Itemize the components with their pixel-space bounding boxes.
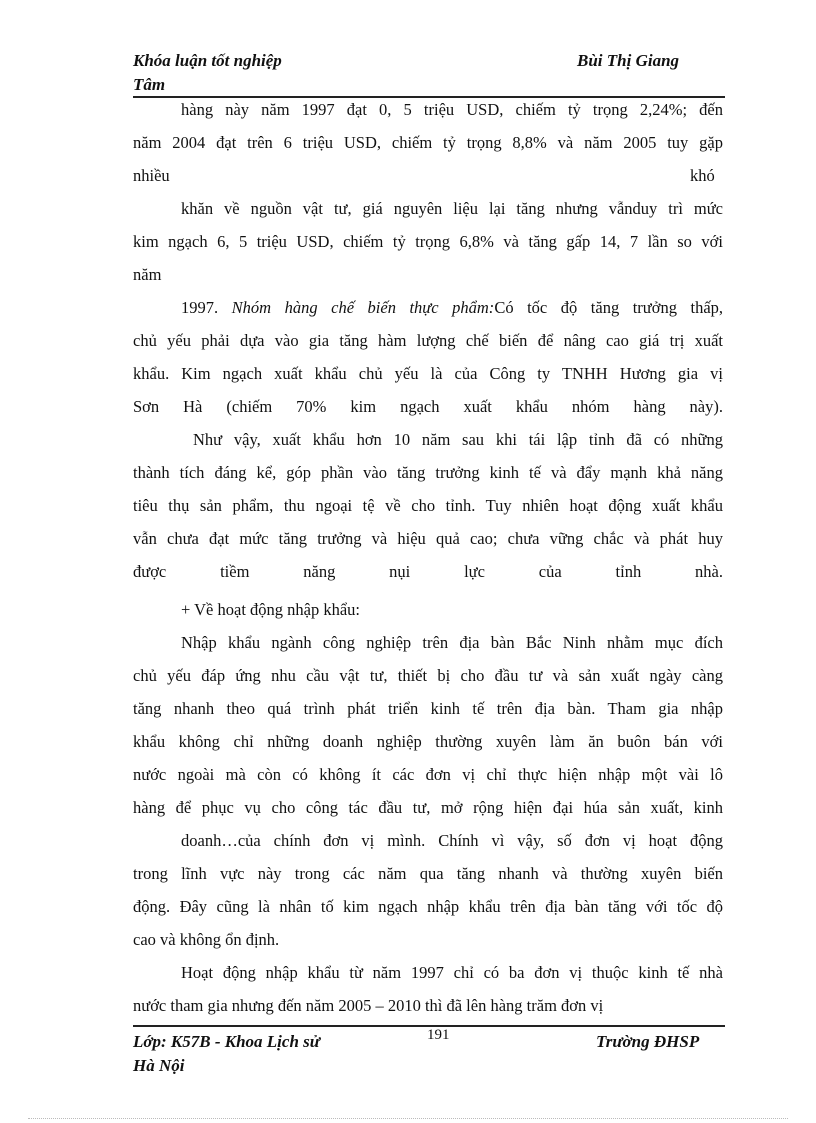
body-line: được tiềm năng nụi lực của tỉnh nhà. <box>133 562 723 581</box>
body-line: chủ yếu đáp ứng nhu cầu vật tư, thiết bị cho đầu tư và sản xuất ngày càng <box>133 666 723 685</box>
footer-left-continued: Hà Nội <box>133 1056 185 1075</box>
body-line: hàng này năm 1997 đạt 0, 5 triệu USD, chiếm tỷ trọng 2,24%; đến <box>181 100 723 119</box>
body-line: doanh…của chính đơn vị mình. Chính vì vậy, số đơn vị hoạt động <box>181 831 723 850</box>
italic-heading: Nhóm hàng chế biến thực phẩm: <box>231 298 495 317</box>
body-line: trong lĩnh vực này trong các năm qua tăng nhanh và thường xuyên biến <box>133 864 723 883</box>
section-heading: + Về hoạt động nhập khẩu: <box>181 600 361 619</box>
body-line: khăn về nguồn vật tư, giá nguyên liệu lại tăng nhưng vẫnduy trì mức <box>181 199 723 218</box>
body-line: tiêu thụ sản phẩm, thu ngoại tệ về cho tỉnh. Tuy nhiên hoạt động xuất khẩu <box>133 496 723 515</box>
page-bottom-border <box>28 1118 788 1119</box>
body-line: vẫn chưa đạt mức tăng trưởng và hiệu quả cao; chưa vững chắc và phát huy <box>133 529 723 548</box>
body-line: Như vậy, xuất khẩu hơn 10 năm sau khi tái lập tỉnh đã có những <box>193 430 723 449</box>
body-line: tăng nhanh theo quá trình phát triển kinh tế trên địa bàn. Tham gia nhập <box>133 699 723 718</box>
body-line: chủ yếu phải dựa vào gia tăng hàm lượng chế biến để nâng cao giá trị xuất <box>133 331 723 350</box>
footer-right: Trường ĐHSP <box>596 1032 700 1051</box>
header-right: Bùi Thị Giang <box>577 51 680 70</box>
body-line: khẩu không chỉ những doanh nghiệp thường xuyên làm ăn buôn bán với <box>133 732 723 751</box>
body-line: động. Đây cũng là nhân tố kim ngạch nhập khẩu trên địa bàn tăng với tốc độ <box>133 897 723 916</box>
page-number: 191 <box>427 1027 450 1043</box>
body-text-run: Có tốc độ tăng trưởng thấp, <box>494 298 724 317</box>
body-line: năm 2004 đạt trên 6 triệu USD, chiếm tỷ trọng 8,8% và năm 2005 tuy gặp <box>133 133 723 152</box>
body-line: năm <box>133 265 162 284</box>
body-line: khẩu. Kim ngạch xuất khẩu chủ yếu là của Công ty TNHH Hương gia vị <box>133 364 723 383</box>
body-line <box>181 296 723 320</box>
year-text: 1997. <box>181 298 219 317</box>
body-line: khó <box>690 166 715 185</box>
body-line: nhiều <box>133 166 170 185</box>
body-line: Sơn Hà (chiếm 70% kim ngạch xuất khẩu nhóm hàng này). <box>133 397 723 416</box>
body-line: nước ngoài mà còn có không ít các đơn vị chỉ thực hiện nhập một vài lô <box>133 765 723 784</box>
body-line: hàng để phục vụ cho công tác đầu tư, mở rộng hiện đại húa sản xuất, kinh <box>133 798 723 817</box>
header-left-continued: Tâm <box>133 75 166 94</box>
body-line: cao và không ổn định. <box>133 930 280 949</box>
body-line: nước tham gia nhưng đến năm 2005 – 2010 thì đã lên hàng trăm đơn vị <box>133 996 604 1015</box>
body-line: Hoạt động nhập khẩu từ năm 1997 chỉ có ba đơn vị thuộc kinh tế nhà <box>181 963 723 982</box>
body-line: Nhập khẩu ngành công nghiệp trên địa bàn Bắc Ninh nhằm mục đích <box>181 633 723 652</box>
header-left: Khóa luận tốt nghiệp <box>133 51 282 70</box>
body-line: thành tích đáng kể, góp phần vào tăng trưởng kinh tế và đẩy mạnh khả năng <box>133 463 723 482</box>
footer-left: Lớp: K57B - Khoa Lịch sử <box>133 1032 320 1051</box>
body-line: kim ngạch 6, 5 triệu USD, chiếm tỷ trọng 6,8% và tăng gấp 14, 7 lần so với <box>133 232 723 251</box>
